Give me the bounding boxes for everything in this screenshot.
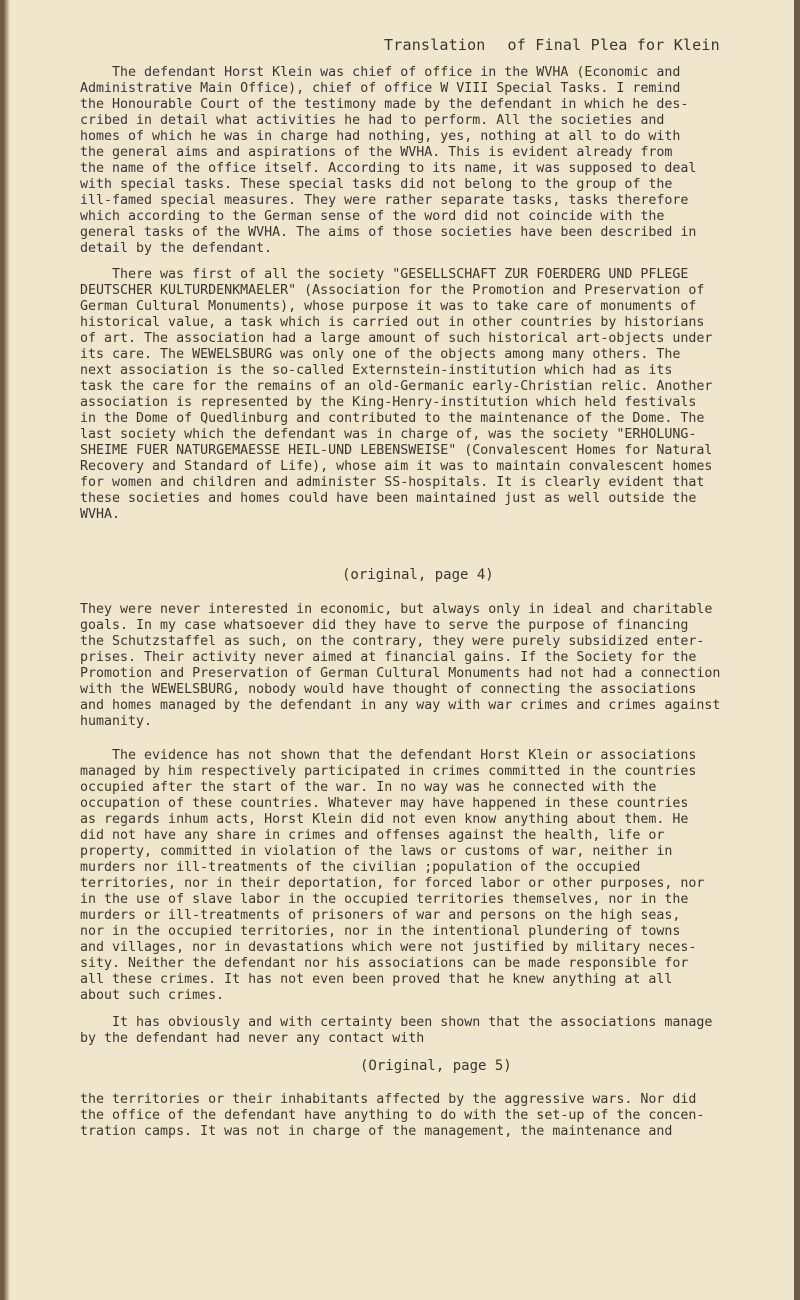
header-document-title: of Final Plea for Klein xyxy=(507,36,720,54)
page-edge-shadow xyxy=(4,0,10,1300)
page-marker-4: (original, page 4) xyxy=(342,567,494,583)
document-page xyxy=(4,0,794,1300)
paragraph-3: They were never interested in economic, but always only in ideal and charitable goals. In my case whatsoever did they have to serve the purpose of financing the Schutzstaffel as such, on the contrary, they were purely subsidized enter- prises. Their activity never aimed at financial gains. If the Society for the Promotion and Preservation of German Cultural Monuments had not had a connection with the WEWELSBURG, nobody would have thought of connecting the associations and homes managed by the defendant in any way with war crimes and crimes against humanity. xyxy=(80,602,721,729)
paragraph-1: The defendant Horst Klein was chief of office in the WVHA (Economic and Administrative Main Office), chief of office W VIII Special Tasks. I remind the Honourable Court of the testimony made by the defendant in which he des- cribed in detail what activities he had to perform. All the societies and homes of which he was in charge had nothing, yes, nothing at all to do with the general aims and aspirations of the WVHA. This is evident already from the name of the office itself. According to its name, it was supposed to deal with special tasks. These special tasks did not belong to the group of the ill-famed special measures. They were rather separate tasks, tasks therefore which according to the German sense of the word did not coincide with the general tasks of the WVHA. The aims of those societies have been described in detail by the defendant. xyxy=(80,65,697,256)
paragraph-2: There was first of all the society "GESELLSCHAFT ZUR FOERDERG UND PFLEGE DEUTSCHER KULTURDENKMAELER" (Association for the Promotion and Preservation of German Cultural Monuments), whose purpose it was to take care of monuments of historical value, a task which is carried out in other countries by historians of art. The association had a large amount of such historical art-objects under its care. The WEWELSBURG was only one of the objects among many others. The next association is the so-called Externstein-institution which had as its task the care for the remains of an old-Germanic early-Christian relic. Another association is represented by the King-Henry-institution which held festivals in the Dome of Quedlinburg and contributed to the maintenance of the Dome. The last society which the defendant was in charge of, was the society "ERHOLUNG- SHEIME FUER NATURGEMAESSE HEIL-UND LEBENSWEISE" (Convalescent Homes for Natural Recovery and Standard of Life), whose aim it was to maintain convalescent homes for women and children and administer SS-hospitals. It is clearly evident that these societies and homes could have been maintained just as well outside the WVHA. xyxy=(80,267,713,522)
page-header xyxy=(384,36,720,54)
page-marker-5: (Original, page 5) xyxy=(360,1058,512,1074)
header-translation-label: Translation xyxy=(384,36,486,54)
paragraph-6: the territories or their inhabitants affected by the aggressive wars. Nor did the office of the defendant have anything to do with the set-up of the concen- tration camps. It was not in charge of the management, the maintenance and xyxy=(80,1092,705,1139)
paragraph-4: The evidence has not shown that the defendant Horst Klein or associations managed by him respectively participated in crimes committed in the countries occupied after the start of the war. In no way was he connected with the occupation of these countries. Whatever may have happened in these countries as regards inhum acts, Horst Klein did not even know anything about them. He did not have any share in crimes and offenses against the health, life or property, committed in violation of the laws or customs of war, neither in murders nor ill-treatments of the civilian ;population of the occupied territories, nor in their deportation, for forced labor or other purposes, nor in the use of slave labor in the occupied territories themselves, nor in the murders or ill-treatments of prisoners of war and persons on the high seas, nor in the occupied territories, nor in the intentional plundering of towns and villages, nor in devastations which were not justified by military neces- sity. Neither the defendant nor his associations can be made responsible for all these crimes. It has not even been proved that he knew anything at all about such crimes. xyxy=(80,748,705,1003)
paragraph-5: It has obviously and with certainty been shown that the associations manage by the defendant had never any contact with xyxy=(80,1015,713,1046)
